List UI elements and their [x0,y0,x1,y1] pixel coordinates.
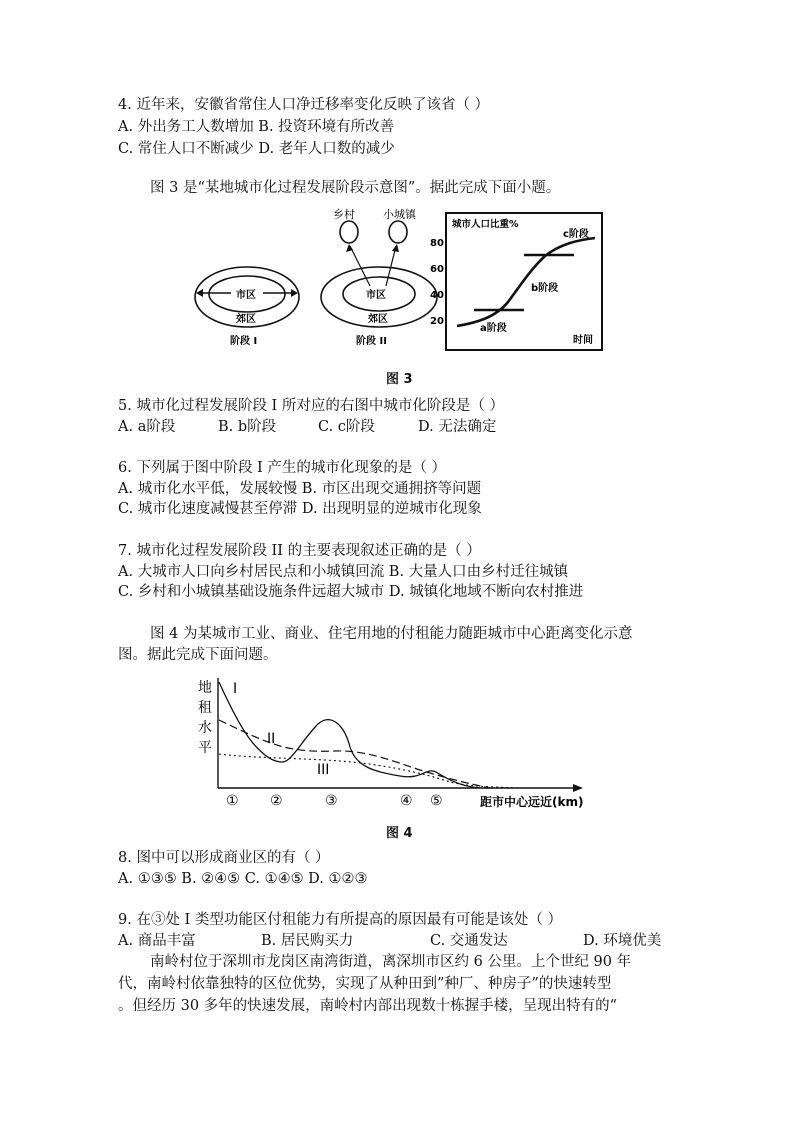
fig3-intro: 图 3 是“某地城市化过程发展阶段示意图”。据此完成下面小题。 [150,180,561,196]
q5-stem: 5. 城市化过程发展阶段 I 所对应的右图中城市化阶段是（ ） [118,398,504,414]
q5-option-c: C. c阶段 [318,419,375,435]
q5-option-a: A. a阶段 [118,419,176,435]
q8-options: A. ①③⑤ B. ②④⑤ C. ①④⑤ D. ①②③ [118,871,368,887]
label-town: 小城镇 [383,208,416,221]
stage-b-label: b阶段 [531,283,559,294]
marker-5: ⑤ [430,793,443,809]
ytick-80: 80 [430,238,444,249]
q9-option-a: A. 商品丰富 [118,933,196,949]
chart-title: 城市人口比重% [452,219,519,230]
curve-III [219,754,520,788]
fig4-intro-line1: 图 4 为某城市工业、商业、住宅用地的付租能力随距城市中心距离变化示意 [150,626,633,642]
q7-options-ab: A. 大城市人口向乡村居民点和小城镇回流 B. 大量人口由乡村迁往城镇 [118,564,569,580]
curve-III-label: III [317,762,330,778]
q4-options-ab: A. 外出务工人数增加 B. 投资环境有所改善 [118,119,395,135]
x-axis-label: 距市中心远近(km) [480,795,584,809]
q6-stem: 6. 下列属于图中阶段 I 产生的城市化现象的是（ ） [118,460,446,476]
q8-stem: 8. 图中可以形成商业区的有（ ） [118,850,330,866]
q9-stem: 9. 在③处 I 类型功能区付租能力有所提高的原因最有可能是该处（ ） [118,912,562,928]
curve-I [219,682,480,788]
marker-2: ② [270,793,283,809]
q9-option-b: B. 居民购买力 [261,933,354,949]
stage1-label: 阶段 I [230,336,258,347]
q9-options [118,931,661,951]
curve-I-label: I [233,681,238,697]
passage-line1: 南岭村位于深圳市龙岗区南湾街道，离深圳市区约 6 公里。上个世纪 90 年 [150,954,632,970]
time-label: 时间 [573,335,593,346]
stage-a-label: a阶段 [480,323,507,334]
passage-line2: 代，南岭村依靠独特的区位优势，实现了从种田到”种厂、种房子”的快速转型 [118,976,612,992]
fig4-intro-line2: 图。据此完成下面问题。 [118,647,278,663]
stage1-city-label: 市区 [236,290,256,301]
q9-option-d: D. 环境优美 [583,933,662,949]
ytick-60: 60 [430,264,444,275]
ylabel-char-4: 平 [198,740,212,756]
q5-option-b: B. b阶段 [218,419,277,435]
q5-options [118,417,496,437]
stage2-label: 阶段 II [356,336,387,347]
marker-4: ④ [400,793,413,809]
urbanization-curve [457,238,595,326]
stage2-suburb-label: 郊区 [368,314,388,325]
figure-3-caption: 图 3 [386,372,413,387]
stage1-suburb-label: 郊区 [236,314,256,325]
figure-4 [190,672,610,817]
ylabel-char-3: 水 [198,720,212,736]
q9-option-c: C. 交通发达 [430,933,508,949]
passage-line3: 。但经历 30 多年的快速发展，南岭村内部出现数十栋握手楼，呈现出特有的“ [118,998,618,1014]
q4-options-cd: C. 常住人口不断减少 D. 老年人口数的减少 [118,141,395,157]
ytick-40: 40 [430,290,444,301]
curve-II [219,720,490,788]
q6-options-cd: C. 城市化速度减慢甚至停滞 D. 出现明显的逆城市化现象 [118,501,482,517]
stage2-city-label: 市区 [366,290,386,301]
q7-options-cd: C. 乡村和小城镇基础设施条件远超大城市 D. 城镇化地域不断向农村推进 [118,584,584,600]
ytick-20: 20 [430,316,444,327]
q6-options-ab: A. 城市化水平低，发展较慢 B. 市区出现交通拥挤等问题 [118,481,482,497]
figure-4-caption: 图 4 [386,826,413,841]
marker-1: ① [226,793,239,809]
figure-3 [190,200,610,360]
marker-3: ③ [325,793,338,809]
ylabel-char-2: 租 [198,700,212,716]
label-village: 乡村 [333,208,355,221]
q4-stem: 4. 近年来，安徽省常住人口净迁移率变化反映了该省（ ） [118,97,490,113]
village-circle [340,221,358,243]
stage-c-label: c阶段 [563,229,589,240]
ylabel-char-1: 地 [198,680,212,696]
curve-II-label: II [267,731,276,747]
q7-stem: 7. 城市化过程发展阶段 II 的主要表现叙述正确的是（ ） [118,543,481,559]
q5-option-d: D. 无法确定 [418,419,497,435]
town-circle [389,221,407,243]
